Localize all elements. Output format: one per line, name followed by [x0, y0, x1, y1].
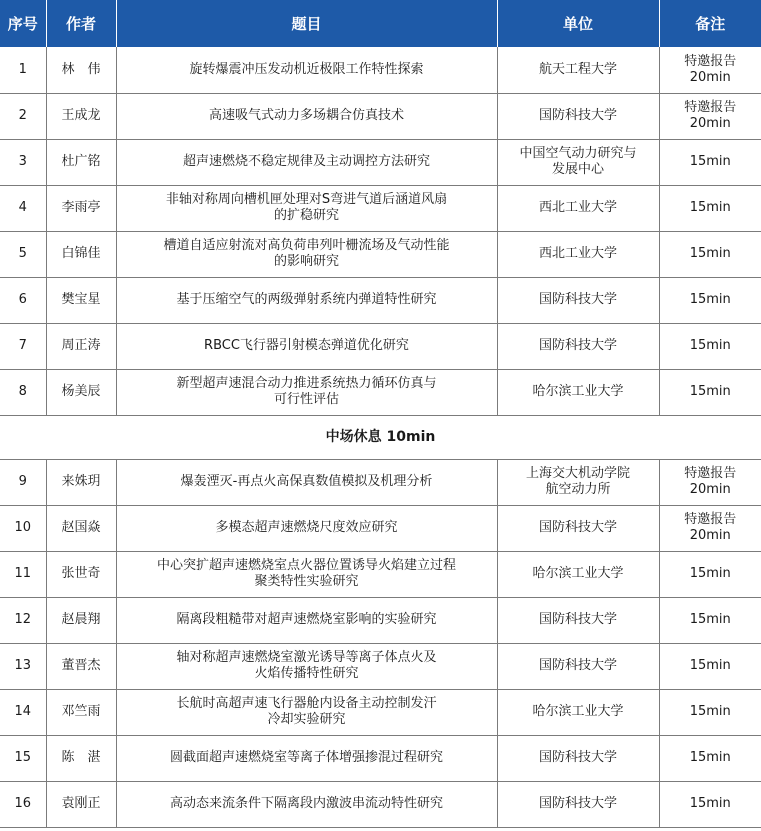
cell-title: 轴对称超声速燃烧室激光诱导等离子体点火及 火焰传播特性研究 [116, 643, 497, 689]
cell-note: 特邀报告 20min [659, 459, 761, 505]
cell-unit: 西北工业大学 [497, 231, 659, 277]
cell-title: 高动态来流条件下隔离段内激波串流动特性研究 [116, 781, 497, 827]
cell-note: 15min [659, 231, 761, 277]
cell-no: 13 [0, 643, 46, 689]
table-row [0, 781, 761, 827]
cell-unit: 国防科技大学 [497, 277, 659, 323]
header-no: 序号 [0, 0, 46, 47]
cell-author: 邓竺雨 [46, 689, 116, 735]
cell-note: 特邀报告 20min [659, 93, 761, 139]
break-row [0, 415, 761, 459]
cell-title: 超声速燃烧不稳定规律及主动调控方法研究 [116, 139, 497, 185]
cell-author: 王成龙 [46, 93, 116, 139]
cell-unit: 上海交大机动学院 航空动力所 [497, 459, 659, 505]
cell-note: 特邀报告 20min [659, 505, 761, 551]
cell-unit: 国防科技大学 [497, 93, 659, 139]
cell-no: 10 [0, 505, 46, 551]
cell-unit: 哈尔滨工业大学 [497, 551, 659, 597]
cell-author: 张世奇 [46, 551, 116, 597]
cell-note: 15min [659, 277, 761, 323]
cell-no: 6 [0, 277, 46, 323]
cell-author: 白锦佳 [46, 231, 116, 277]
cell-no: 15 [0, 735, 46, 781]
cell-unit: 哈尔滨工业大学 [497, 369, 659, 415]
cell-unit: 西北工业大学 [497, 185, 659, 231]
cell-author: 董晋杰 [46, 643, 116, 689]
cell-unit: 国防科技大学 [497, 735, 659, 781]
cell-note: 15min [659, 643, 761, 689]
cell-unit: 国防科技大学 [497, 323, 659, 369]
cell-note: 15min [659, 735, 761, 781]
cell-unit: 哈尔滨工业大学 [497, 689, 659, 735]
cell-author: 杨美辰 [46, 369, 116, 415]
cell-note: 15min [659, 781, 761, 827]
cell-title: 长航时高超声速飞行器舱内设备主动控制发汗 冷却实验研究 [116, 689, 497, 735]
table-row [0, 231, 761, 277]
table-row [0, 505, 761, 551]
cell-author: 赵国焱 [46, 505, 116, 551]
cell-title: 多模态超声速燃烧尺度效应研究 [116, 505, 497, 551]
header-unit: 单位 [497, 0, 659, 47]
table-row [0, 47, 761, 93]
cell-note: 15min [659, 369, 761, 415]
cell-title: 旋转爆震冲压发动机近极限工作特性探索 [116, 47, 497, 93]
table-row [0, 323, 761, 369]
cell-no: 14 [0, 689, 46, 735]
break-label: 中场休息 10min [0, 415, 761, 459]
cell-unit: 国防科技大学 [497, 597, 659, 643]
table-row [0, 93, 761, 139]
cell-author: 来姝玥 [46, 459, 116, 505]
cell-title: 槽道自适应射流对高负荷串列叶栅流场及气动性能 的影响研究 [116, 231, 497, 277]
cell-title: 中心突扩超声速燃烧室点火器位置诱导火焰建立过程 聚类特性实验研究 [116, 551, 497, 597]
cell-no: 16 [0, 781, 46, 827]
cell-author: 林 伟 [46, 47, 116, 93]
cell-author: 樊宝星 [46, 277, 116, 323]
cell-no: 9 [0, 459, 46, 505]
table-row [0, 277, 761, 323]
cell-no: 4 [0, 185, 46, 231]
table-row [0, 643, 761, 689]
cell-no: 12 [0, 597, 46, 643]
cell-unit: 中国空气动力研究与 发展中心 [497, 139, 659, 185]
cell-title: 高速吸气式动力多场耦合仿真技术 [116, 93, 497, 139]
cell-no: 11 [0, 551, 46, 597]
table-row [0, 459, 761, 505]
cell-note: 15min [659, 139, 761, 185]
cell-author: 袁刚正 [46, 781, 116, 827]
table-row [0, 369, 761, 415]
header-note: 备注 [659, 0, 761, 47]
cell-title: 非轴对称周向槽机匣处理对S弯进气道后涵道风扇 的扩稳研究 [116, 185, 497, 231]
cell-no: 5 [0, 231, 46, 277]
cell-note: 15min [659, 323, 761, 369]
table-row [0, 551, 761, 597]
cell-no: 2 [0, 93, 46, 139]
cell-unit: 国防科技大学 [497, 781, 659, 827]
cell-note: 15min [659, 185, 761, 231]
header-row [0, 0, 761, 47]
table-body [0, 47, 761, 827]
header-author: 作者 [46, 0, 116, 47]
cell-unit: 国防科技大学 [497, 643, 659, 689]
cell-unit: 航天工程大学 [497, 47, 659, 93]
table-row [0, 689, 761, 735]
table-row [0, 185, 761, 231]
cell-author: 周正涛 [46, 323, 116, 369]
cell-author: 陈 湛 [46, 735, 116, 781]
cell-author: 杜广铭 [46, 139, 116, 185]
cell-note: 15min [659, 689, 761, 735]
table-row [0, 139, 761, 185]
cell-author: 赵晨翔 [46, 597, 116, 643]
table-row [0, 735, 761, 781]
cell-title: 基于压缩空气的两级弹射系统内弹道特性研究 [116, 277, 497, 323]
cell-unit: 国防科技大学 [497, 505, 659, 551]
cell-title: 圆截面超声速燃烧室等离子体增强掺混过程研究 [116, 735, 497, 781]
cell-no: 7 [0, 323, 46, 369]
cell-title: 新型超声速混合动力推进系统热力循环仿真与 可行性评估 [116, 369, 497, 415]
cell-no: 3 [0, 139, 46, 185]
cell-author: 李雨亭 [46, 185, 116, 231]
cell-title: 爆轰湮灭-再点火高保真数值模拟及机理分析 [116, 459, 497, 505]
cell-title: RBCC飞行器引射模态弹道优化研究 [116, 323, 497, 369]
cell-title: 隔离段粗糙带对超声速燃烧室影响的实验研究 [116, 597, 497, 643]
cell-no: 8 [0, 369, 46, 415]
header-title: 题目 [116, 0, 497, 47]
cell-note: 15min [659, 597, 761, 643]
cell-note: 15min [659, 551, 761, 597]
cell-note: 特邀报告 20min [659, 47, 761, 93]
table-row [0, 597, 761, 643]
cell-no: 1 [0, 47, 46, 93]
